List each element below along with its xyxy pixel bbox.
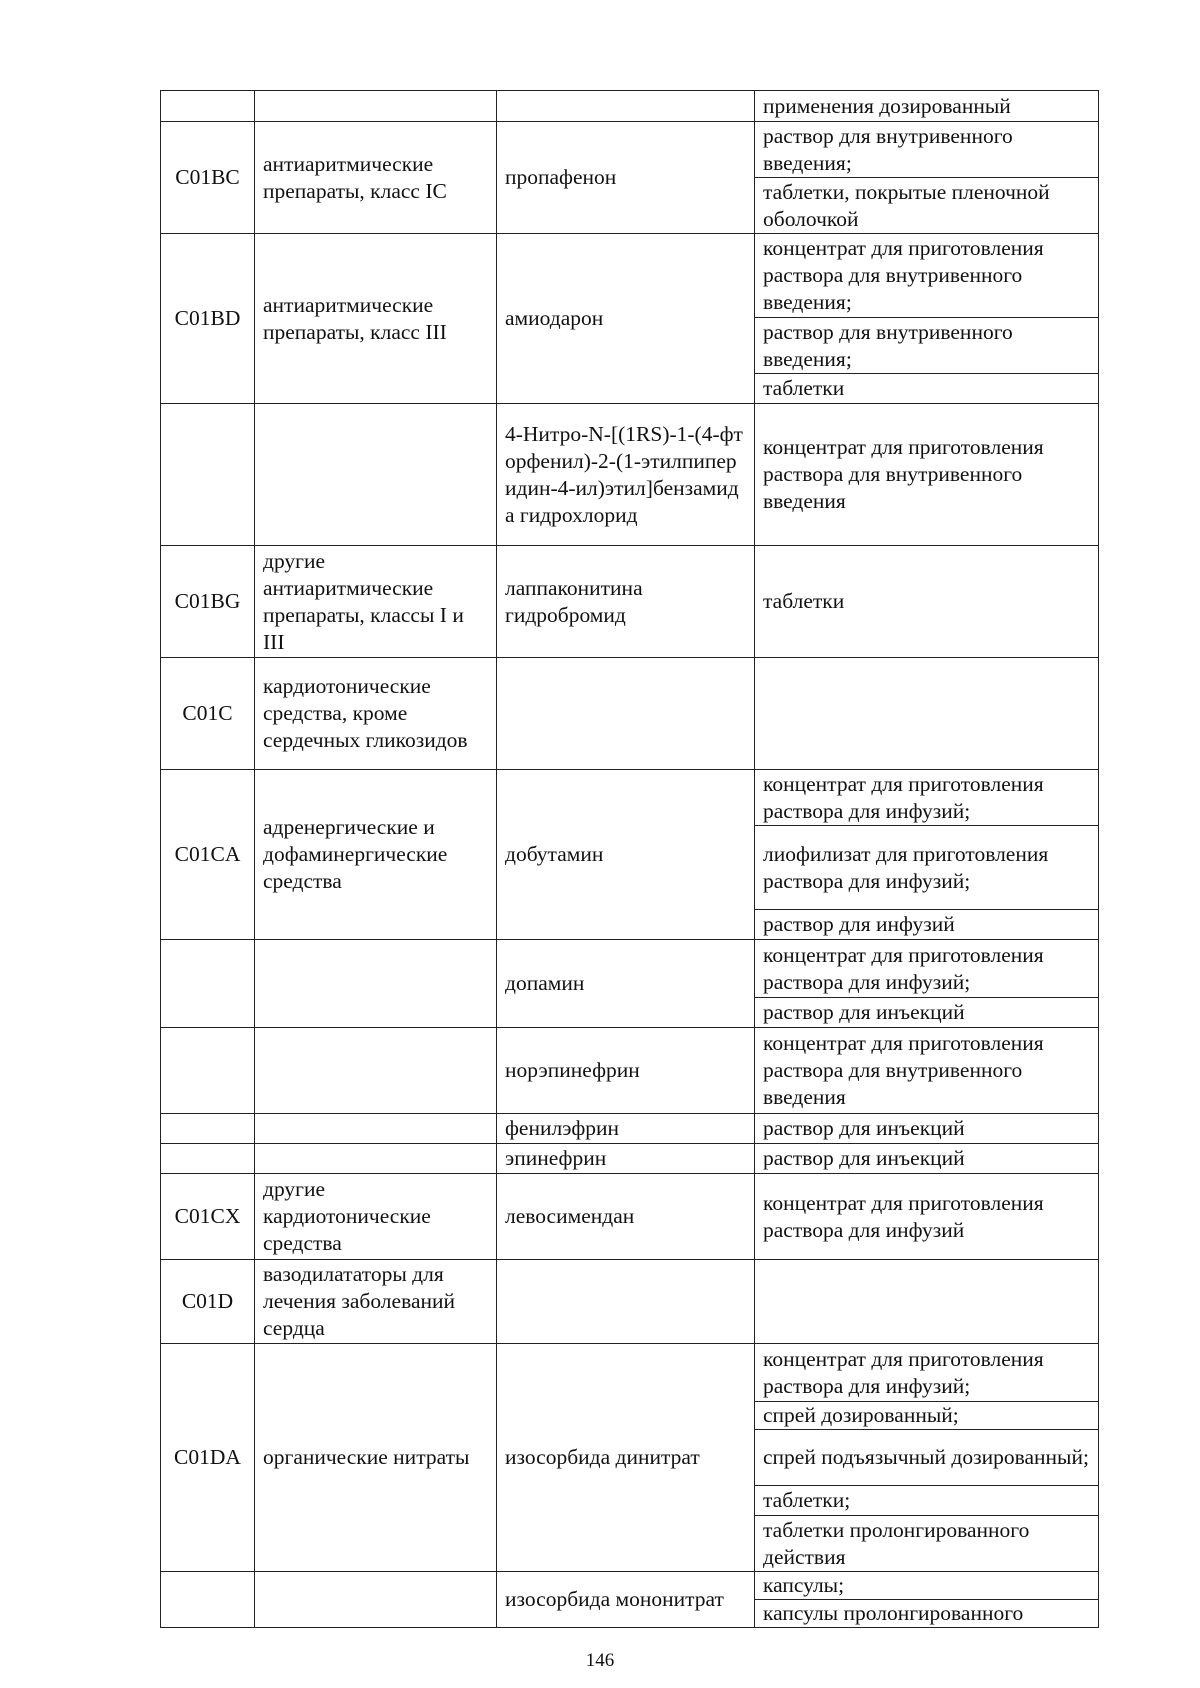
drug-cell: амиодарон: [497, 234, 755, 404]
drug-cell: [497, 91, 755, 122]
drug-cell: пропафенон: [497, 122, 755, 234]
table-row: [161, 234, 1099, 318]
atc-code-cell: C01BG: [161, 546, 255, 658]
table-row: [161, 940, 1099, 998]
dosage-form: лиофилизат для приготовления раствора для инфузий;: [755, 826, 1099, 910]
drug-cell: 4-Нитро-N-[(1RS)-1-(4-фторфенил)-2-(1-этилпиперидин-4-ил)этил]бензамида гидрохлорид: [497, 404, 755, 546]
dosage-form: спрей подъязычный дозированный;: [755, 1430, 1099, 1486]
group-cell: другие кардиотонические средства: [255, 1174, 497, 1260]
table-row: [161, 1344, 1099, 1402]
dosage-form: таблетки: [755, 546, 1099, 658]
dosage-form: [755, 658, 1099, 770]
table-row: [161, 404, 1099, 546]
dosage-form: капсулы пролонгированного: [755, 1600, 1099, 1628]
group-cell: другие антиаритмические препараты, классы I и III: [255, 546, 497, 658]
dosage-form: раствор для инъекций: [755, 998, 1099, 1028]
dosage-form: раствор для инфузий: [755, 910, 1099, 940]
group-cell: [255, 91, 497, 122]
group-cell: [255, 1144, 497, 1174]
table-row: [161, 1144, 1099, 1174]
atc-code-cell: [161, 91, 255, 122]
drug-cell: допамин: [497, 940, 755, 1028]
dosage-form: концентрат для приготовления раствора для внутривенного введения;: [755, 234, 1099, 318]
drug-cell: эпинефрин: [497, 1144, 755, 1174]
atc-code-cell: C01DA: [161, 1344, 255, 1572]
atc-code-cell: [161, 940, 255, 1028]
group-cell: органические нитраты: [255, 1344, 497, 1572]
group-cell: кардиотонические средства, кроме сердечных гликозидов: [255, 658, 497, 770]
group-cell: адренергические и дофаминергические средства: [255, 770, 497, 940]
drug-cell: добутамин: [497, 770, 755, 940]
group-cell: антиаритмические препараты, класс III: [255, 234, 497, 404]
dosage-form: таблетки, покрытые пленочной оболочкой: [755, 178, 1099, 234]
atc-code-cell: [161, 1114, 255, 1144]
atc-code-cell: [161, 1572, 255, 1628]
dosage-form: раствор для инъекций: [755, 1114, 1099, 1144]
dosage-form: таблетки;: [755, 1486, 1099, 1516]
table-row: [161, 546, 1099, 658]
dosage-form: [755, 1260, 1099, 1344]
dosage-form: капсулы;: [755, 1572, 1099, 1600]
group-cell: [255, 1572, 497, 1628]
dosage-form: концентрат для приготовления раствора для инфузий;: [755, 1344, 1099, 1402]
drug-cell: лаппаконитина гидробромид: [497, 546, 755, 658]
atc-code-cell: C01BD: [161, 234, 255, 404]
atc-code-cell: [161, 1028, 255, 1114]
atc-code-cell: C01BC: [161, 122, 255, 234]
dosage-form: спрей дозированный;: [755, 1402, 1099, 1430]
drug-cell: изосорбида мононитрат: [497, 1572, 755, 1628]
group-cell: вазодилататоры для лечения заболеваний сердца: [255, 1260, 497, 1344]
atc-code-cell: C01CA: [161, 770, 255, 940]
group-cell: антиаритмические препараты, класс IC: [255, 122, 497, 234]
group-cell: [255, 404, 497, 546]
drug-cell: фенилэфрин: [497, 1114, 755, 1144]
dosage-form: концентрат для приготовления раствора для инфузий;: [755, 940, 1099, 998]
page-number: 146: [585, 1650, 615, 1671]
group-cell: [255, 1114, 497, 1144]
table-row: [161, 1114, 1099, 1144]
table-row: [161, 1174, 1099, 1260]
drug-cell: [497, 658, 755, 770]
group-cell: [255, 940, 497, 1028]
drug-table: [160, 90, 1099, 1628]
table-row: [161, 1572, 1099, 1600]
dosage-form: раствор для внутривенного введения;: [755, 122, 1099, 178]
group-cell: [255, 1028, 497, 1114]
table-row: [161, 122, 1099, 178]
dosage-form: концентрат для приготовления раствора для инфузий: [755, 1174, 1099, 1260]
table-row: [161, 658, 1099, 770]
dosage-form: концентрат для приготовления раствора для внутривенного введения: [755, 1028, 1099, 1114]
atc-code-cell: [161, 1144, 255, 1174]
drug-cell: изосорбида динитрат: [497, 1344, 755, 1572]
drug-cell: левосимендан: [497, 1174, 755, 1260]
dosage-form: концентрат для приготовления раствора для инфузий;: [755, 770, 1099, 826]
dosage-form: раствор для инъекций: [755, 1144, 1099, 1174]
atc-code-cell: [161, 404, 255, 546]
dosage-form: концентрат для приготовления раствора для внутривенного введения: [755, 404, 1099, 546]
table-row: [161, 1260, 1099, 1344]
dosage-form: таблетки: [755, 374, 1099, 404]
atc-code-cell: C01C: [161, 658, 255, 770]
dosage-form: таблетки пролонгированного действия: [755, 1516, 1099, 1572]
table-row: [161, 770, 1099, 826]
dosage-form: применения дозированный: [755, 91, 1099, 122]
dosage-form: раствор для внутривенного введения;: [755, 318, 1099, 374]
table-row: [161, 1028, 1099, 1114]
atc-code-cell: C01D: [161, 1260, 255, 1344]
table-row: [161, 91, 1099, 122]
atc-code-cell: C01CX: [161, 1174, 255, 1260]
drug-cell: норэпинефрин: [497, 1028, 755, 1114]
drug-cell: [497, 1260, 755, 1344]
